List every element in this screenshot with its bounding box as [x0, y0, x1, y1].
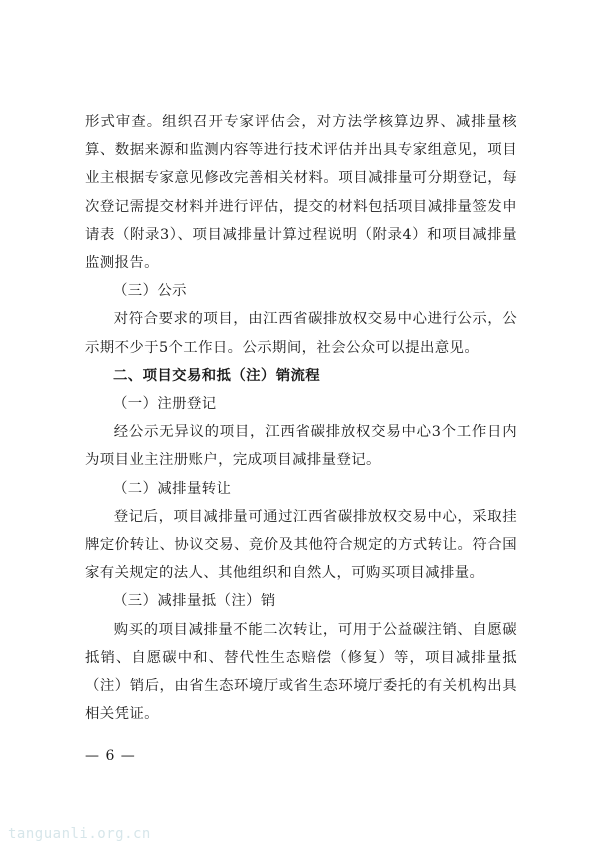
subsection-heading-offset: （三）减排量抵（注）销	[113, 593, 276, 610]
watermark-text: tanguanli.org.cn	[8, 826, 151, 842]
paragraph-transfer: 登记后，项目减排量可通过江西省碳排放权交易中心，采取挂牌定价转让、协议交易、竞价及其他符合规定的方式转让。符合国家有关规定的法人、其他组织和自然人，可购买项目减排量。	[85, 508, 517, 582]
subsection-heading-registration: （一）注册登记	[113, 396, 217, 413]
document-body	[85, 108, 517, 728]
continuation-paragraph: 形式审查。组织召开专家评估会，对方法学核算边界、减排量核算、数据来源和监测内容等进行技术评估并出具专家组意见，项目业主根据专家意见修改完善相关材料。项目减排量可分期登记，每次登记需提交材料并进行评估，提交的材料包括项目减排量签发申请表（附录3）、项目减排量计算过程说明（附录4）和项目减排量监测报告。	[85, 114, 517, 272]
paragraph-registration: 经公示无异议的项目，江西省碳排放权交易中心3个工作日内为项目业主注册账户，完成项目减排量登记。	[85, 424, 517, 469]
section-heading-trading-process: 二、项目交易和抵（注）销流程	[113, 367, 321, 384]
paragraph-public-notice: 对符合要求的项目，由江西省碳排放权交易中心进行公示，公示期不少于5个工作日。公示期间，社会公众可以提出意见。	[85, 311, 517, 356]
subsection-heading-public-notice: （三）公示	[113, 283, 187, 300]
paragraph-offset: 购买的项目减排量不能二次转让，可用于公益碳注销、自愿碳抵销、自愿碳中和、替代性生态赔偿（修复）等，项目减排量抵（注）销后，由省生态环境厅或省生态环境厅委托的有关机构出具相关凭证。	[85, 621, 517, 723]
page-number: — 6 —	[85, 748, 136, 764]
subsection-heading-transfer: （二）减排量转让	[113, 480, 232, 497]
